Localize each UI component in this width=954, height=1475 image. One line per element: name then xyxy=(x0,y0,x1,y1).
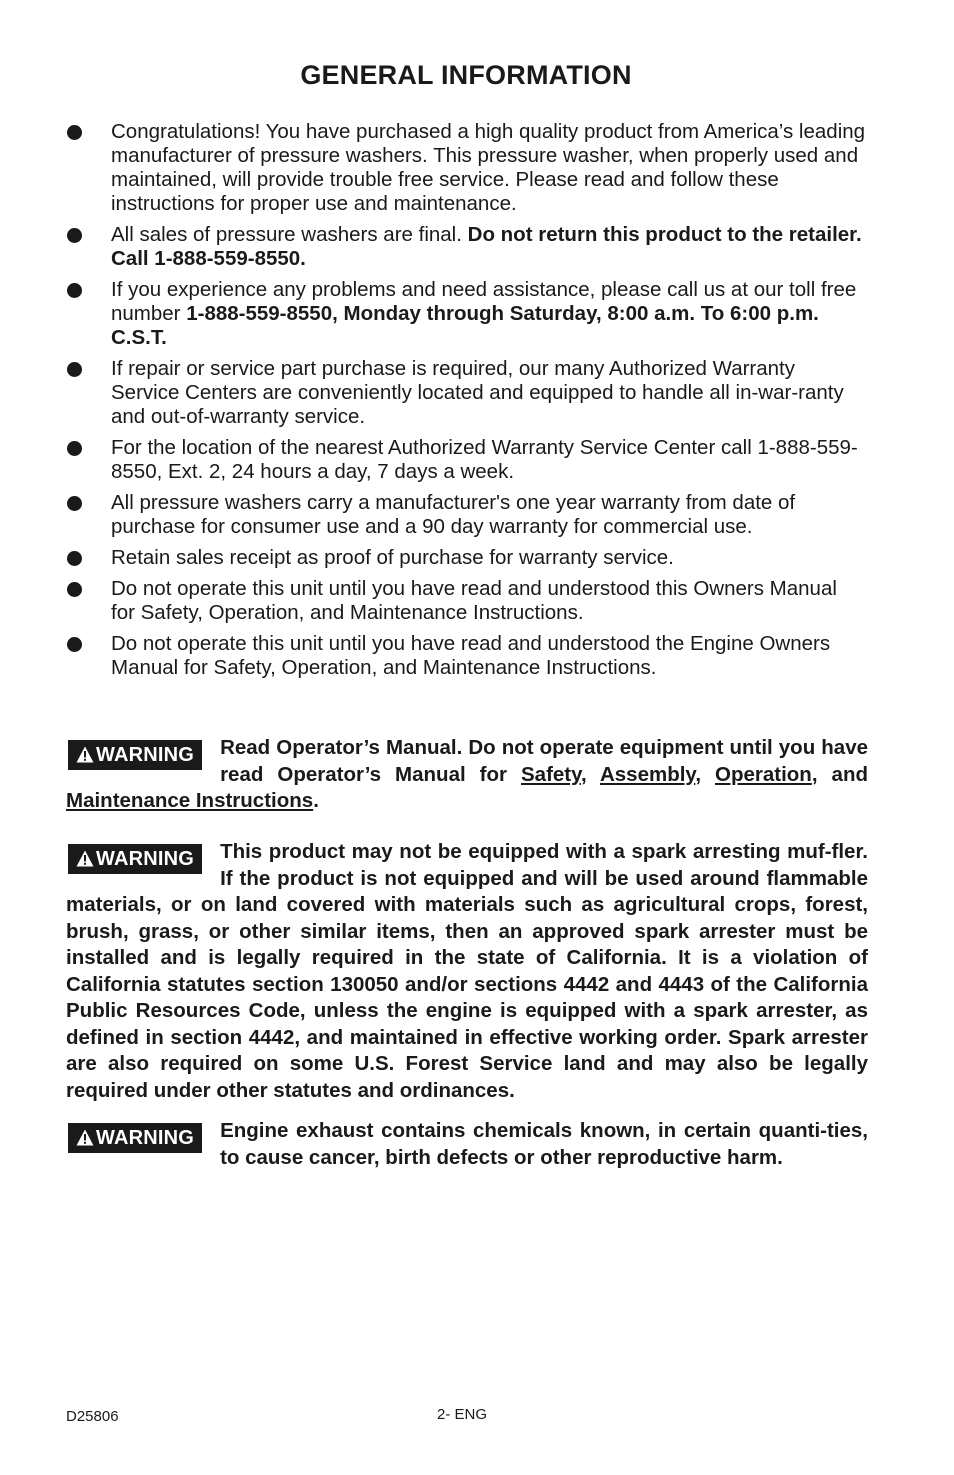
list-item xyxy=(66,491,866,539)
bullet-icon xyxy=(67,582,82,597)
list-item xyxy=(66,632,866,680)
bullet-text: Retain sales receipt as proof of purchase for warranty service. xyxy=(111,546,674,569)
list-item xyxy=(66,120,866,216)
bullet-text: Congratulations! You have purchased a high quality product from America’s leading manufacturer of pressure washers. This pressure washer, when properly used and maintained, will provide trouble free service. Please read and follow these instructions for proper use and maintenance. xyxy=(111,120,866,215)
list-item xyxy=(66,223,866,271)
warning-badge xyxy=(68,1123,202,1153)
warning-read-manual xyxy=(66,735,868,815)
bullet-text: All pressure washers carry a manufacturer's one year warranty from date of purchase for consumer use and a 90 day warranty for commercial use. xyxy=(111,491,796,538)
bullet-icon xyxy=(67,441,82,456)
bullet-icon xyxy=(67,125,82,140)
bullet-bold-text: 1-888-559-8550, Monday through Saturday, 8:00 a.m. To 6:00 p.m. C.S.T. xyxy=(111,302,819,349)
assembly-link-text: Assembly xyxy=(599,762,696,786)
bullet-text: Do not operate this unit until you have read and understood the Engine Owners Manual for Safety, Operation, and Maintenance Instructions. xyxy=(111,632,831,679)
warning-spark-arrester xyxy=(66,839,868,1104)
warning-badge-label: WARNING xyxy=(96,744,195,766)
separator: , and xyxy=(811,762,868,786)
separator: , xyxy=(695,762,716,786)
safety-link-text: Safety xyxy=(521,762,582,786)
separator: . xyxy=(313,789,319,812)
info-bullet-list xyxy=(66,120,866,687)
warning-badge-label: WARNING xyxy=(96,1127,195,1149)
list-item xyxy=(66,546,866,570)
bullet-bold-text: Do not return this product to the retailer. Call 1-888-559-8550. xyxy=(111,223,862,270)
bullet-text: For the location of the nearest Authorized Warranty Service Center call 1-888-559-8550, Ext. 2, 24 hours a day, 7 days a week. xyxy=(111,436,858,483)
maintenance-link-text: Maintenance Instructions xyxy=(66,789,314,812)
warning-text: This product may not be equipped with a spark arresting muf-fler. If the product is not equipped and will be used around flammable materials, or on land covered with materials such as agricultural crops, forest, brush, grass, or other similar items, then an approved spark arrester must be installed and is legally required in the state of California. It is a violation of California statutes section 130050 and/or sections 4442 and 4443 of the California Public Resources Code, unless the engine is equipped with a spark arrester, as defined in section 4442, and maintained in effective working order. Spark arrester are also required on some U.S. Forest Service land and may also be legally required under other statutes and ordinances. xyxy=(66,840,868,1102)
warning-badge xyxy=(68,740,202,770)
warning-text: Engine exhaust contains chemicals known, in certain quanti-ties, to cause cancer, birth defects or other reproductive harm. xyxy=(220,1119,868,1169)
warning-engine-exhaust xyxy=(66,1118,868,1171)
warning-badge-label: WARNING xyxy=(96,848,195,870)
bullet-text: Do not operate this unit until you have read and understood this Owners Manual for Safety, Operation, and Maintenance Instructions. xyxy=(111,577,837,624)
bullet-icon xyxy=(67,551,82,566)
bullet-icon xyxy=(67,362,82,377)
warning-text: Read Operator’s Manual. Do not operate equipment until you have read Operator’s Manual for xyxy=(220,736,868,786)
warning-triangle-icon xyxy=(76,746,94,763)
bullet-text: If you experience any problems and need assistance, please call us at our toll free number xyxy=(111,278,857,325)
bullet-icon xyxy=(67,496,82,511)
document-code: D25806 xyxy=(66,1408,119,1425)
separator: , xyxy=(581,762,600,786)
page-title: GENERAL INFORMATION xyxy=(300,60,632,90)
list-item xyxy=(66,357,866,429)
bullet-icon xyxy=(67,637,82,652)
bullet-text: All sales of pressure washers are final. xyxy=(111,223,468,246)
page-number: 2- ENG xyxy=(437,1406,488,1423)
bullet-icon xyxy=(67,228,82,243)
list-item xyxy=(66,436,866,484)
bullet-icon xyxy=(67,283,82,298)
warning-badge xyxy=(68,844,202,874)
warning-triangle-icon xyxy=(76,1129,94,1146)
list-item xyxy=(66,577,866,625)
bullet-text: If repair or service part purchase is required, our many Authorized Warranty Service Centers are conveniently located and equipped to handle all in-war-ranty and out-of-warranty service. xyxy=(111,357,844,428)
list-item xyxy=(66,278,866,350)
warning-triangle-icon xyxy=(76,850,94,867)
operation-link-text: Operation xyxy=(715,762,812,786)
